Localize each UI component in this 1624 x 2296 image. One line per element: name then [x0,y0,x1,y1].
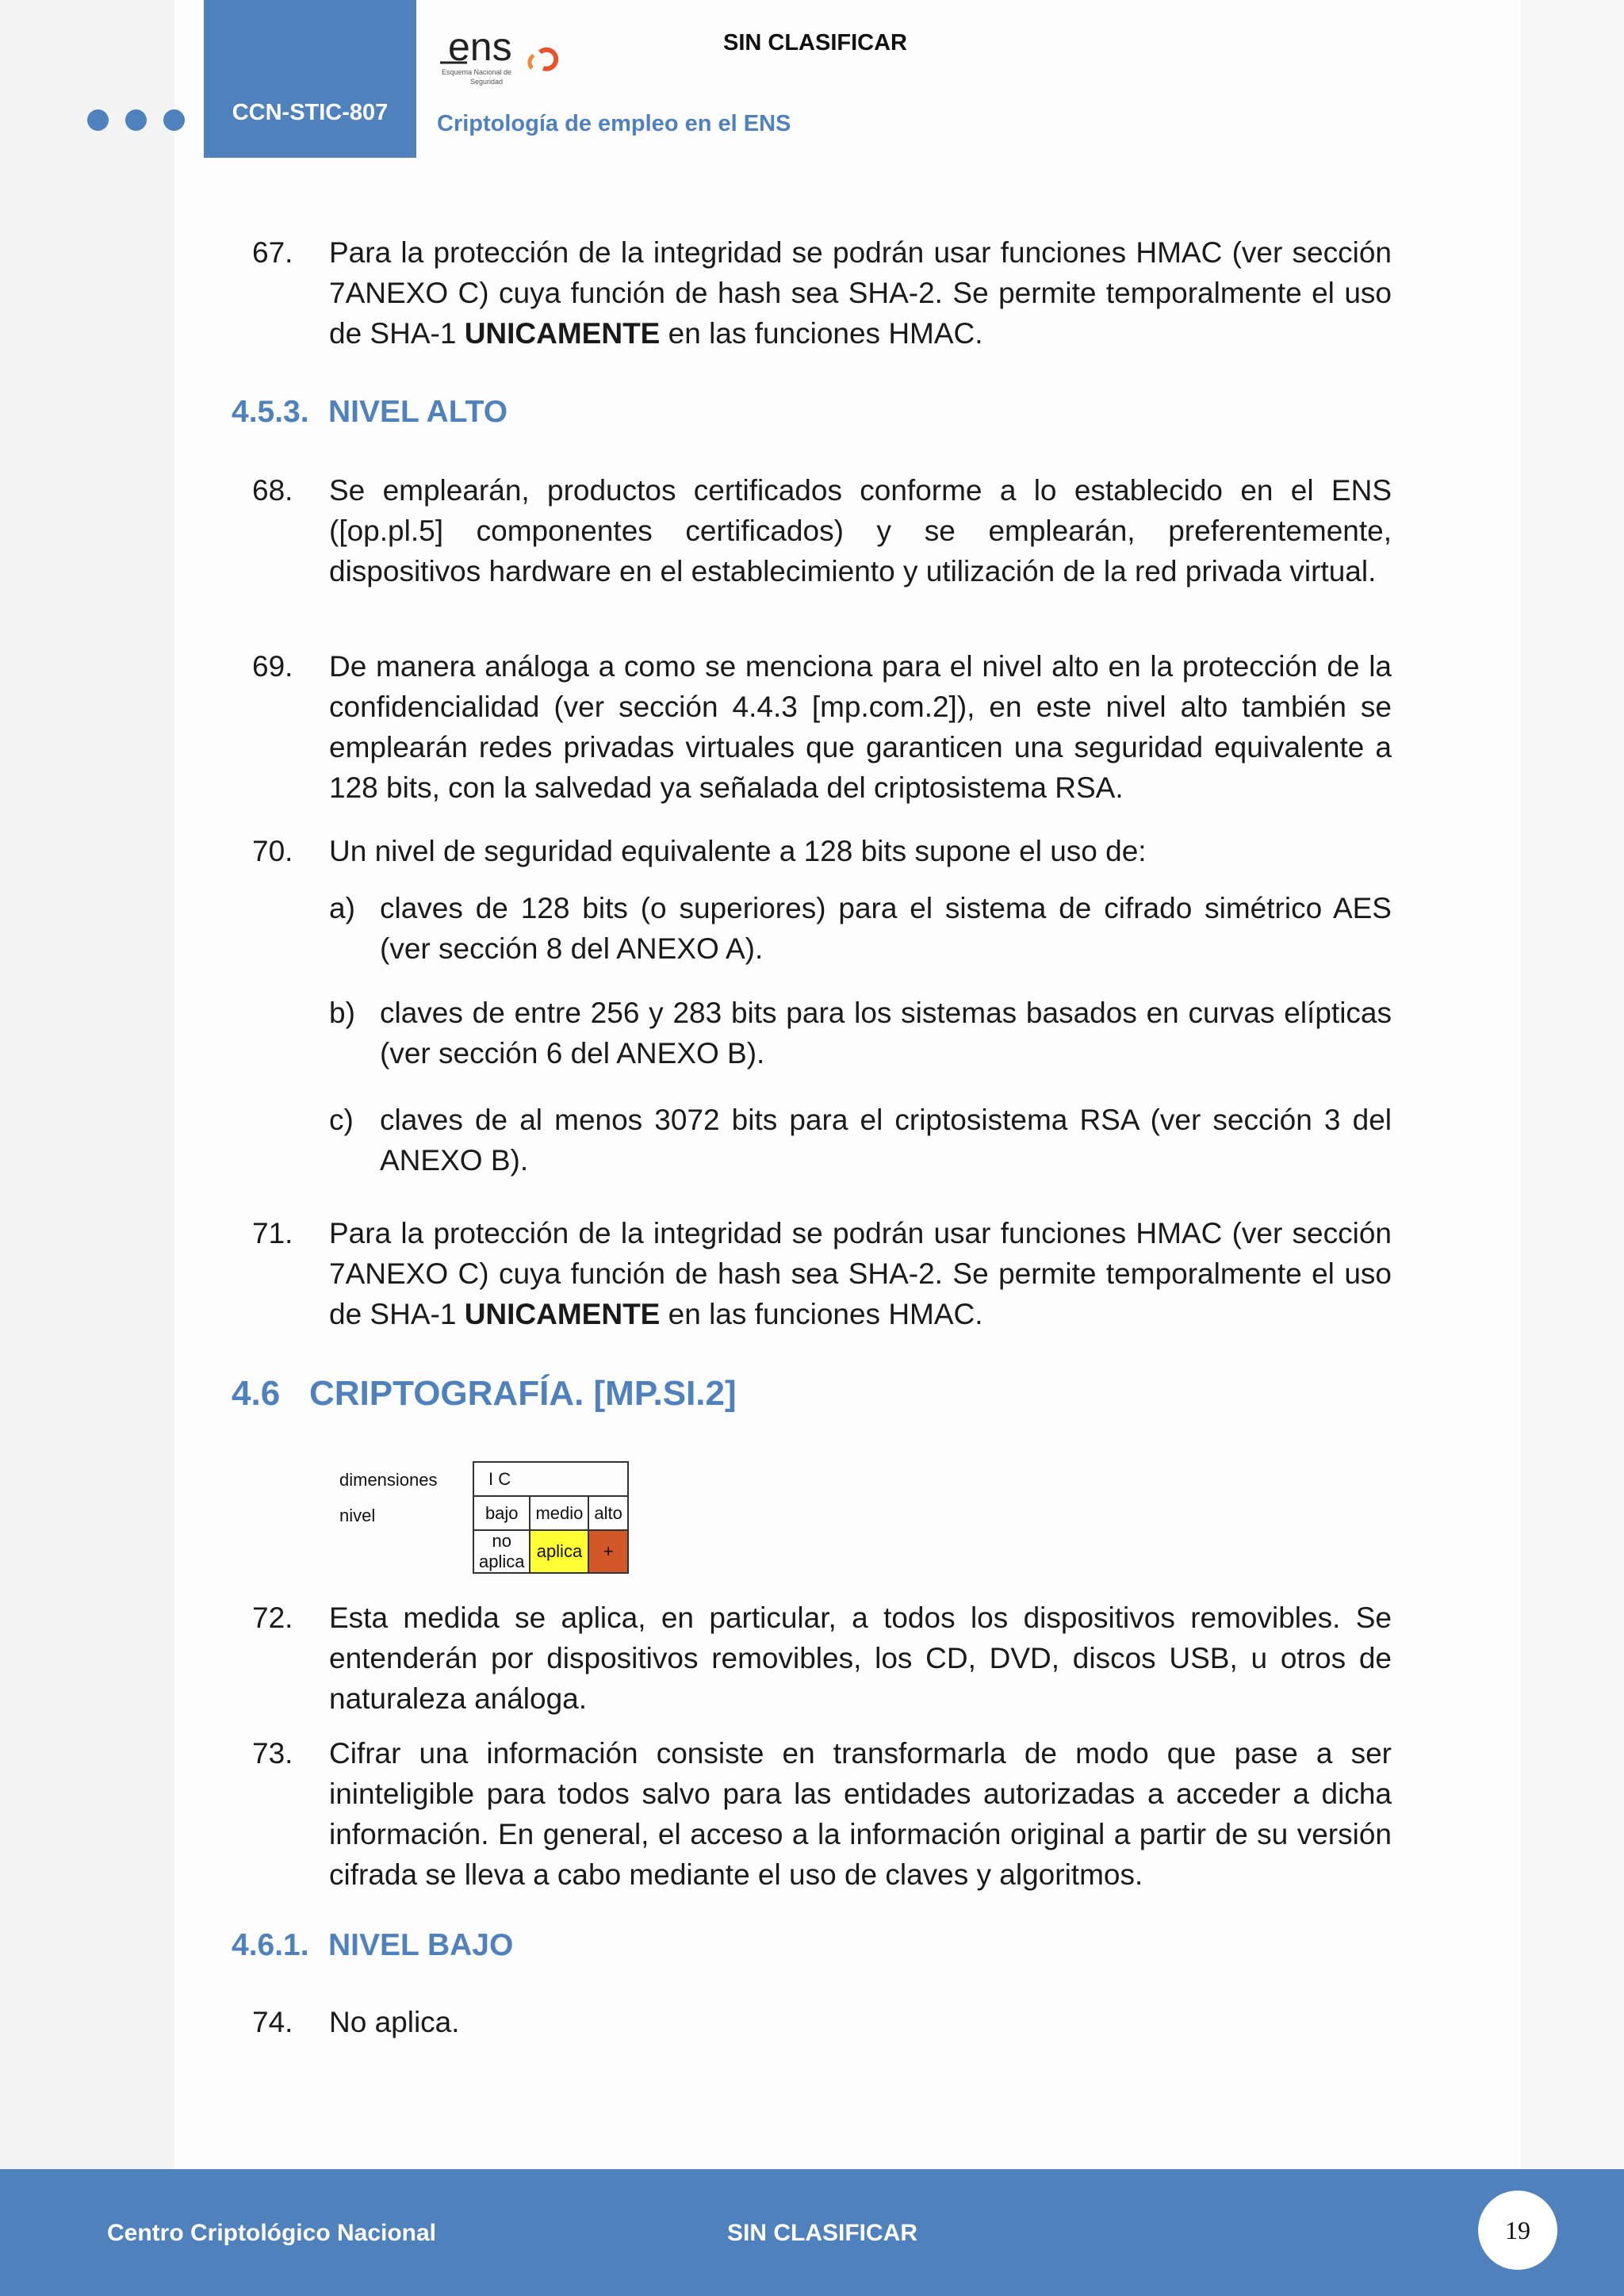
classification-top: SIN CLASIFICAR [723,30,907,55]
paragraph-69 [252,646,1392,808]
section-heading-4-6-1 [232,1928,513,1963]
list-letter: b) [329,997,355,1029]
logo-caption-1: Esquema Nacional de [442,68,512,76]
list-text: claves de al menos 3072 bits para el criptosistema RSA (ver sección 3 del ANEXO B). [380,1104,1392,1177]
section-title: NIVEL BAJO [328,1928,514,1962]
paragraph-text: Se emplearán, productos certificados conforme a lo establecido en el ENS ([op.pl.5] componentes certificados) y se emplearán, preferentemente, dispositivos hardware en el establecimiento y utilización de la red privada virtual. [329,474,1392,587]
list-item-c [329,1100,1392,1181]
paragraph-74 [252,2002,1392,2042]
level-alto: alto [588,1496,627,1530]
section-title: NIVEL ALTO [328,395,508,429]
section-title: CRIPTOGRAFÍA. [MP.SI.2] [309,1374,737,1413]
doc-code: CCN-STIC-807 [232,100,389,125]
paragraph-number: 74. [252,2006,293,2038]
list-letter: c) [329,1104,354,1136]
paragraph-number: 68. [252,474,293,507]
page-margin-right [1521,0,1624,2169]
section-number: 4.6.1. [232,1928,309,1962]
doc-subtitle: Criptología de empleo en el ENS [437,111,791,136]
logo-text: ens [448,25,512,69]
paragraph-number: 70. [252,835,293,867]
paragraph-number: 72. [252,1601,293,1634]
ens-logo [439,24,581,91]
list-item-b [329,993,1392,1073]
level-medio: medio [530,1496,588,1530]
paragraph-number: 73. [252,1737,293,1770]
footer-org: Centro Criptológico Nacional [107,2220,437,2246]
paragraph-number: 71. [252,1217,293,1249]
nivel-label: nivel [339,1506,376,1525]
value-alto: + [588,1530,627,1573]
paragraph-67 [252,232,1392,354]
list-letter: a) [329,892,355,924]
list-text: claves de entre 256 y 283 bits para los sistemas basados en curvas elípticas (ver sección 6 del ANEXO B). [380,997,1392,1070]
paragraph-text: Cifrar una información consiste en transformarla de modo que pase a ser ininteligible para todos salvo para las entidades autorizadas a acceder a dicha información. En general, el acceso a la información original a partir de su versión cifrada se lleva a cabo mediante el uso de claves y algoritmos. [329,1737,1392,1891]
section-number: 4.6 [232,1374,281,1413]
list-text: claves de 128 bits (o superiores) para el sistema de cifrado simétrico AES (ver sección 8 del ANEXO A). [380,892,1392,965]
level-bajo: bajo [473,1496,530,1530]
paragraph-68 [252,470,1392,591]
section-number: 4.5.3. [232,395,309,429]
paragraph-70 [252,831,1392,871]
doc-code-box [204,0,416,158]
paragraph-number: 67. [252,236,293,269]
section-heading-4-5-3 [232,395,508,430]
paragraph-text: Para la protección de la integridad se podrán usar funciones HMAC (ver sección 7ANEXO C) cuya función de hash sea SHA-2. Se permite temporalmente el uso de SHA-1 UNICAMENTE en las funciones HMAC. [329,1217,1392,1330]
dimension-value: I C [473,1462,628,1496]
levels-grid [473,1461,629,1574]
logo-caption-2: Seguridad [470,78,504,86]
header-dots [87,109,185,131]
list-item-a [329,888,1392,969]
dimensions-label: dimensiones [339,1470,438,1490]
paragraph-number: 69. [252,650,293,683]
ens-logo-icon [439,24,581,91]
page-number: 19 [1478,2191,1557,2270]
dot-icon [125,109,147,131]
paragraph-71 [252,1213,1392,1334]
dot-icon [87,109,109,131]
footer-classification: SIN CLASIFICAR [727,2220,917,2246]
dot-icon [163,109,185,131]
paragraph-text: De manera análoga a como se menciona para el nivel alto en la protección de la confidencialidad (ver sección 4.4.3 [mp.com.2]), en este nivel alto también se emplearán redes privadas virtuales que garanticen una seguridad equivalente a 128 bits, con la salvedad ya señalada del criptosistema RSA. [329,650,1392,804]
paragraph-text: Esta medida se aplica, en particular, a todos los dispositivos removibles. Se entenderán por dispositivos removibles, los CD, DVD, discos USB, u otros de naturaleza análoga. [329,1601,1392,1715]
section-heading-4-6 [232,1374,737,1414]
paragraph-73 [252,1733,1392,1895]
paragraph-72 [252,1598,1392,1719]
paragraph-text: No aplica. [329,2006,460,2038]
page-margin-left [0,0,174,2169]
paragraph-text: Un nivel de seguridad equivalente a 128 bits supone el uso de: [329,835,1147,867]
value-medio: aplica [530,1530,588,1573]
value-bajo: no aplica [473,1530,530,1573]
paragraph-text: Para la protección de la integridad se podrán usar funciones HMAC (ver sección 7ANEXO C) cuya función de hash sea SHA-2. Se permite temporalmente el uso de SHA-1 UNICAMENTE en las funciones HMAC. [329,236,1392,350]
